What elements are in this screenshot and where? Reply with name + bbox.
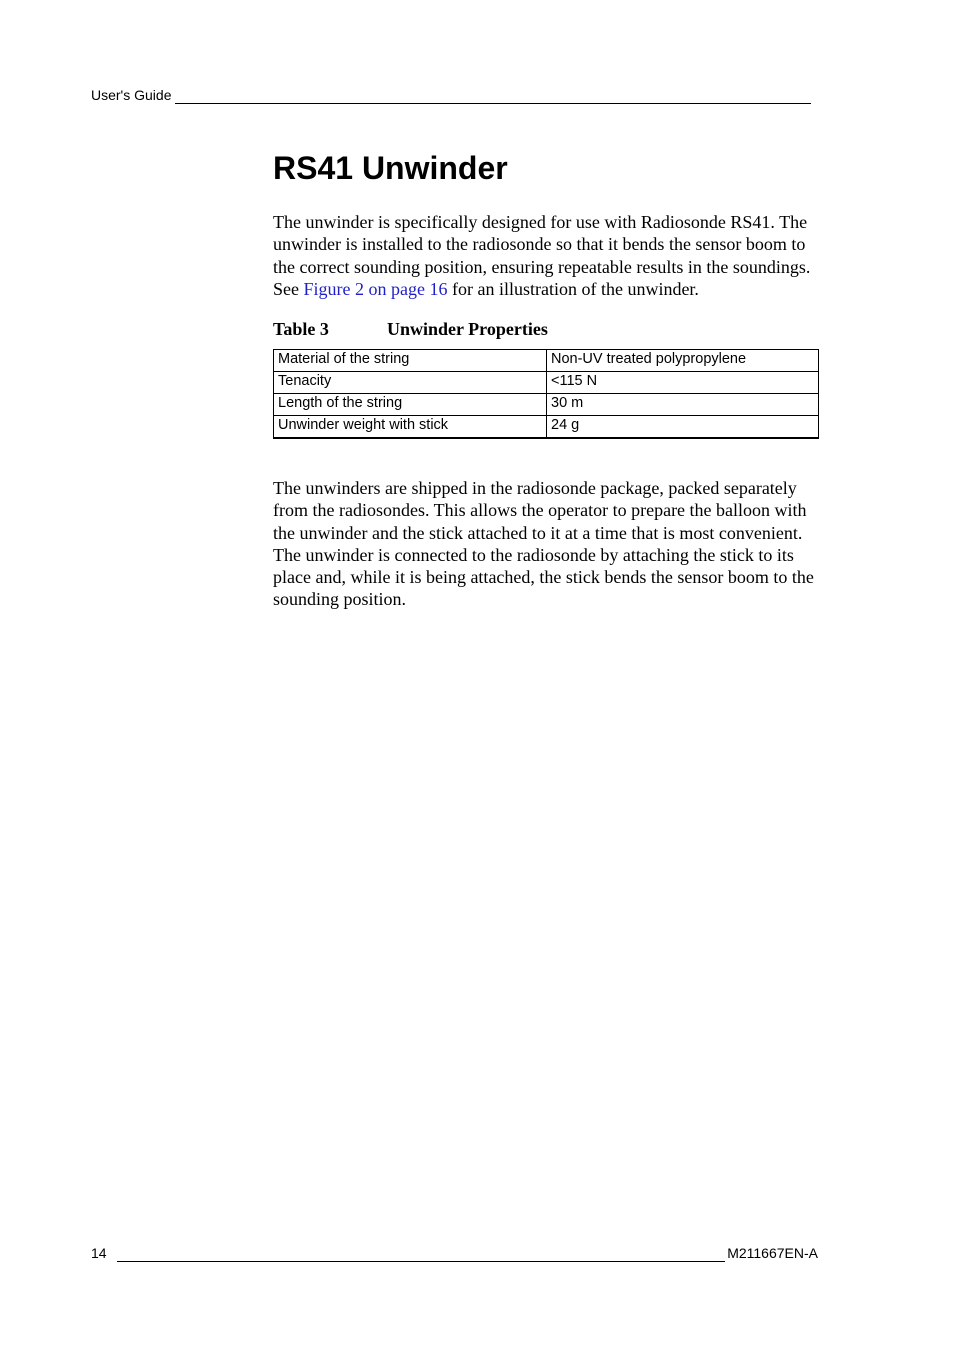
- document-code: M211667EN-A: [727, 1245, 818, 1261]
- table-cell-property: Length of the string: [274, 394, 547, 416]
- table-row: [274, 416, 819, 439]
- section-title: RS41 Unwinder: [273, 150, 508, 186]
- intro-text-part1: The unwinder is specifically designed for use with Radiosonde RS41. The unwinder is installed to the radiosonde so that it bends the sensor boom to the correct sounding position, ensuring repeatable results in the soundings. See: [273, 212, 811, 299]
- table-row: [274, 372, 819, 394]
- table-cell-value: <115 N: [547, 372, 819, 394]
- table-cell-value: 24 g: [547, 416, 819, 439]
- table-cell-value: Non-UV treated polypropylene: [547, 350, 819, 372]
- table-row: [274, 350, 819, 372]
- footer-rule: [117, 1247, 726, 1262]
- table-cell-property: Tenacity: [274, 372, 547, 394]
- running-header: [91, 86, 811, 104]
- table-cell-property: Unwinder weight with stick: [274, 416, 547, 439]
- table-cell-property: Material of the string: [274, 350, 547, 372]
- running-header-title: User's Guide: [91, 87, 172, 103]
- running-footer: [91, 1244, 818, 1262]
- table-caption-number: Table 3: [273, 319, 329, 339]
- shipping-paragraph: The unwinders are shipped in the radiosonde package, packed separately from the radiosondes. This allows the operator to prepare the balloon with the unwinder and the stick attached to it at a time that is most convenient. The unwinder is connected to the radiosonde by attaching the stick to its place and, while it is being attached, the stick bends the sensor boom to the sounding position.: [273, 478, 814, 610]
- header-rule: [175, 89, 811, 104]
- table-cell-value: 30 m: [547, 394, 819, 416]
- figure-2-link[interactable]: Figure 2 on page 16: [303, 278, 448, 299]
- table-caption-title: Unwinder Properties: [387, 319, 548, 339]
- table-caption: [273, 318, 548, 340]
- page-number: 14: [91, 1245, 107, 1261]
- unwinder-properties-table: [273, 349, 819, 439]
- intro-paragraph: [273, 211, 821, 300]
- table-row: [274, 394, 819, 416]
- intro-text-part2: for an illustration of the unwinder.: [447, 278, 699, 299]
